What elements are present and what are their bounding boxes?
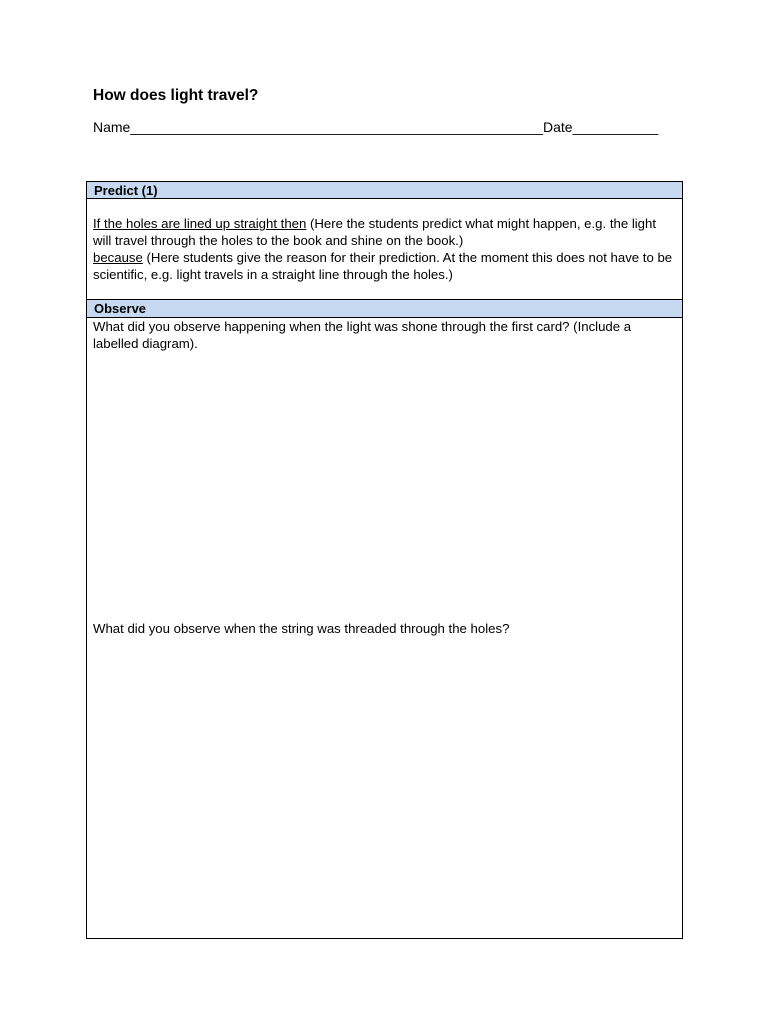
predict-if-text: (Here the students predict what might happen, e.g. the light will travel through the holes to the book and shine on the book.): [93, 216, 657, 248]
predict-because-label: because: [93, 250, 143, 265]
page-title: How does light travel?: [93, 87, 259, 104]
predict-header: Predict (1): [87, 182, 682, 199]
predict-body: [87, 199, 682, 300]
worksheet-table: [86, 181, 683, 939]
name-date-line: Name_____________________________________________________Date___________: [93, 119, 659, 135]
observe-header: Observe: [87, 300, 682, 318]
predict-because-text: (Here students give the reason for their prediction. At the moment this does not have to be scientific, e.g. light travels in a straight line through the holes.): [93, 250, 673, 282]
predict-if-label: If the holes are lined up straight then: [93, 216, 307, 231]
observe-question-2: What did you observe when the string was threaded through the holes?: [93, 621, 510, 636]
observe-body: [87, 318, 682, 937]
observe-question-1: What did you observe happening when the light was shone through the first card? (Include a labelled diagram).: [93, 319, 632, 351]
